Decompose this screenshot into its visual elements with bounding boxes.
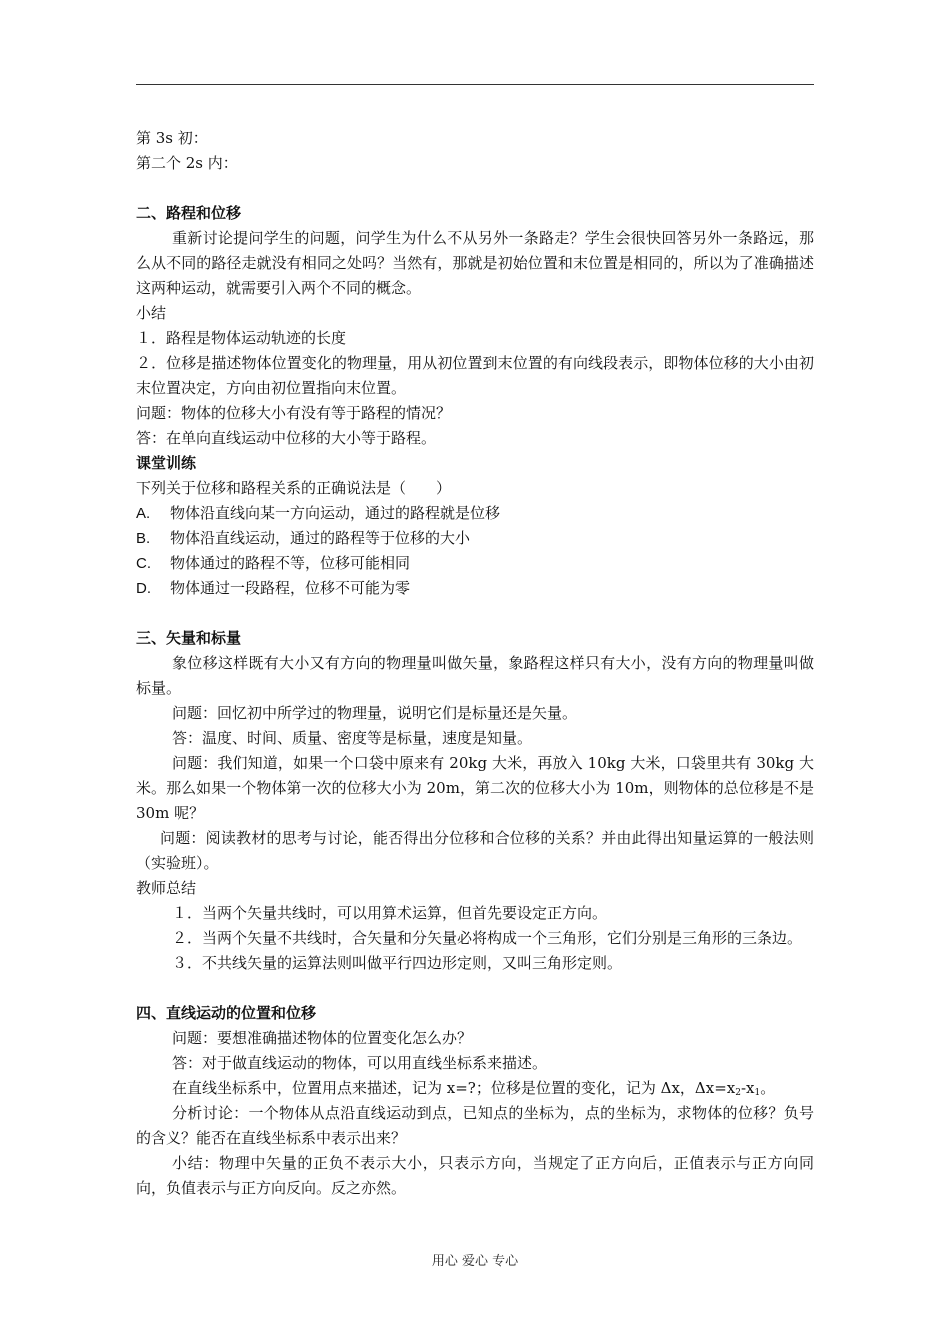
answer: 答：在单向直线运动中位移的大小等于路程。 (136, 429, 437, 447)
paragraph: 重新讨论提问学生的问题，问学生为什么不从另外一条路走？学生会很快回答另外一条路远，那么从不同的路径走就没有相同之处吗？当然有，那就是初始位置和末位置是相同的，所以为了准确描述这两种运动，就需要引入两个不同的概念。 (136, 229, 814, 297)
answer: 答：温度、时间、质量、密度等是标量，速度是知量。 (172, 729, 533, 747)
text-line: 第二个 2s 内： (136, 154, 238, 172)
question: 问题：回忆初中所学过的物理量，说明它们是标量还是矢量。 (172, 704, 578, 722)
exercise-heading: 课堂训练 (136, 454, 197, 472)
rule-item-3: ３．不共线矢量的运算法则叫做平行四边形定则，又叫三角形定则。 (172, 954, 623, 972)
section-heading-4: 四、直线运动的位置和位移 (136, 1004, 317, 1022)
paragraph: 象位移这样既有大小又有方向的物理量叫做矢量，象路程这样只有大小，没有方向的物理量叫做标量。 (136, 654, 814, 697)
option-d: D. 物体通过一段路程，位移不可能为零 (136, 579, 411, 597)
document-body (136, 126, 814, 1201)
section-heading-3: 三、矢量和标量 (136, 629, 242, 647)
header-rule (136, 84, 814, 85)
summary-item-2: ２．位移是描述物体位置变化的物理量，用从初位置到末位置的有向线段表示，即物体位移的大小由初末位置决定，方向由初位置指向末位置。 (136, 354, 814, 397)
option-c: C. 物体通过的路程不等，位移可能相同 (136, 554, 411, 572)
question: 问题：物体的位移大小有没有等于路程的情况？ (136, 404, 452, 422)
conclusion: 小结：物理中矢量的正负不表示大小，只表示方向，当规定了正方向后，正值表示与正方向同向，负值表示与正方向反向。反之亦然。 (136, 1154, 814, 1197)
rule-item-1: １．当两个矢量共线时，可以用算术运算，但首先要设定正方向。 (172, 904, 608, 922)
teacher-summary-label: 教师总结 (136, 879, 197, 897)
coordinate-line: 在直线坐标系中，位置用点来描述，记为 x=?；位移是位置的变化，记为 Δx，$\Delta x=x_2-x_1$。 (172, 1079, 776, 1098)
answer: 答：对于做直线运动的物体，可以用直线坐标系来描述。 (172, 1054, 548, 1072)
question: 问题：要想准确描述物体的位置变化怎么办？ (172, 1029, 473, 1047)
summary-item-1: １．路程是物体运动轨迹的长度 (136, 329, 347, 347)
section-heading-2: 二、路程和位移 (136, 204, 242, 222)
text-line: 第 3s 初： (136, 129, 208, 147)
summary-label: 小结 (136, 304, 167, 322)
question: 问题：我们知道，如果一个口袋中原来有 20kg 大米，再放入 10kg 大米，口袋里共有 30kg 大米。那么如果一个物体第一次的位移大小为 20m，第二次的位移大小为 10m，则物体的总位移是不是 30m 呢？ (136, 754, 814, 822)
exercise-question: 下列关于位移和路程关系的正确说法是（ ） (136, 479, 452, 497)
option-a: A. 物体沿直线向某一方向运动，通过的路程就是位移 (136, 504, 501, 522)
question: 问题：阅读教材的思考与讨论，能否得出分位移和合位移的关系？并由此得出知量运算的一般法则（实验班）。 (136, 829, 814, 872)
discussion: 分析讨论：一个物体从点沿直线运动到点，已知点的坐标为，点的坐标为，求物体的位移？负号的含义？能否在直线坐标系中表示出来？ (136, 1104, 814, 1147)
option-b: B. 物体沿直线运动，通过的路程等于位移的大小 (136, 529, 471, 547)
rule-item-2: ２．当两个矢量不共线时，合矢量和分矢量必将构成一个三角形，它们分别是三角形的三条边。 (172, 929, 803, 947)
page-footer: 用心 爱心 专心 (431, 1254, 519, 1269)
